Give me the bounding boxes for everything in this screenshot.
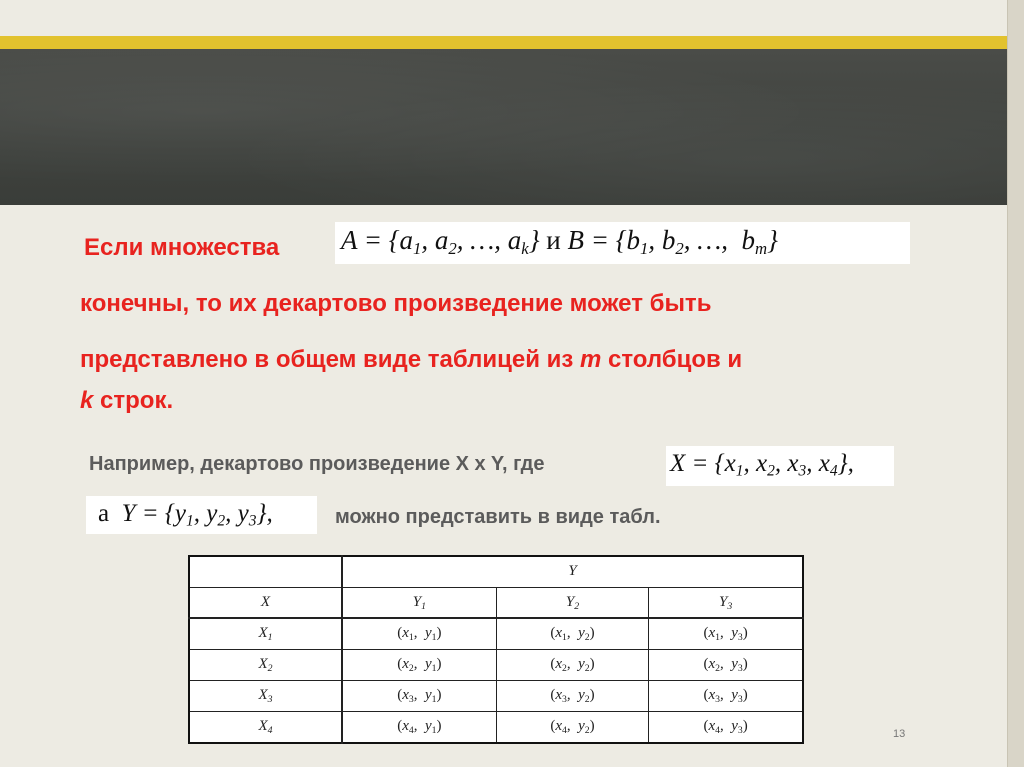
header-gold-line xyxy=(0,36,1007,49)
a-conjunction: а xyxy=(98,500,110,527)
line4-after: строк. xyxy=(93,387,174,414)
table-col-header-y3: $Y_3$ xyxy=(649,587,803,618)
table-row-label-x2: $X_2$ xyxy=(189,649,342,680)
table-row xyxy=(189,681,803,712)
set-b-formula: $B = \{b_1$, $b_2$, …, $b_m$} xyxy=(567,225,778,259)
example-lead-text: Например, декартово произведение X x Y, где xyxy=(89,453,545,475)
and-conjunction: и xyxy=(546,225,561,255)
table-row-label-x3: $X_3$ xyxy=(189,681,342,712)
paragraph-line-3 xyxy=(80,346,742,374)
table-cell: ($x_3$, $y_2$) xyxy=(496,681,649,712)
table-col-header-y2: $Y_2$ xyxy=(496,587,649,618)
table-corner-cell xyxy=(189,556,342,587)
cartesian-product-table xyxy=(188,555,804,744)
line3-m-variable: m xyxy=(579,346,602,373)
paragraph-line-4 xyxy=(80,387,173,415)
set-a-formula: $A = \{a_1$, $a_2$, …, $a_k$} xyxy=(341,225,540,259)
right-edge-strip xyxy=(1007,0,1024,767)
paragraph-line-2: конечны, то их декартово произведение может быть xyxy=(80,290,712,317)
table-cell: ($x_3$, $y_1$) xyxy=(342,681,496,712)
table-cell: ($x_4$, $y_2$) xyxy=(496,712,649,743)
set-x-formula: $X = \{x_1$, $x_2$, $x_3$, $x_4$}, xyxy=(666,446,894,486)
table-cell: ($x_2$, $y_1$) xyxy=(342,649,496,680)
line3-after: столбцов и xyxy=(601,346,743,373)
set-y-formula: а $Y = \{y_1$, $y_2$, $y_3$}, xyxy=(86,496,317,534)
table-cell: ($x_4$, $y_3$) xyxy=(649,712,803,743)
table-col-header-y1: $Y_1$ xyxy=(342,587,496,618)
table-cell: ($x_2$, $y_3$) xyxy=(649,649,803,680)
table-column-header-row xyxy=(189,587,803,618)
header-dark-band xyxy=(0,49,1007,205)
table-row-label-x4: $X_4$ xyxy=(189,712,342,743)
table-top-header-row xyxy=(189,556,803,587)
table-row xyxy=(189,649,803,680)
table-row xyxy=(189,712,803,743)
page-number: 13 xyxy=(893,728,906,740)
sets-a-b-formula xyxy=(335,222,910,264)
line4-k-variable: k xyxy=(80,387,94,414)
table-y-header: Y xyxy=(342,556,803,587)
table-cell: ($x_1$, $y_2$) xyxy=(496,618,649,649)
table-row xyxy=(189,618,803,649)
table-row-label-x1: $X_1$ xyxy=(189,618,342,649)
table-cell: ($x_1$, $y_3$) xyxy=(649,618,803,649)
example-tail-text: можно представить в виде табл. xyxy=(335,506,661,528)
line3-before: представлено в общем виде таблицей из xyxy=(80,346,580,373)
table-x-header: X xyxy=(189,587,342,618)
table-cell: ($x_2$, $y_2$) xyxy=(496,649,649,680)
table-cell: ($x_3$, $y_3$) xyxy=(649,681,803,712)
table-cell: ($x_1$, $y_1$) xyxy=(342,618,496,649)
table-cell: ($x_4$, $y_1$) xyxy=(342,712,496,743)
intro-lead-text: Если множества xyxy=(84,234,280,261)
